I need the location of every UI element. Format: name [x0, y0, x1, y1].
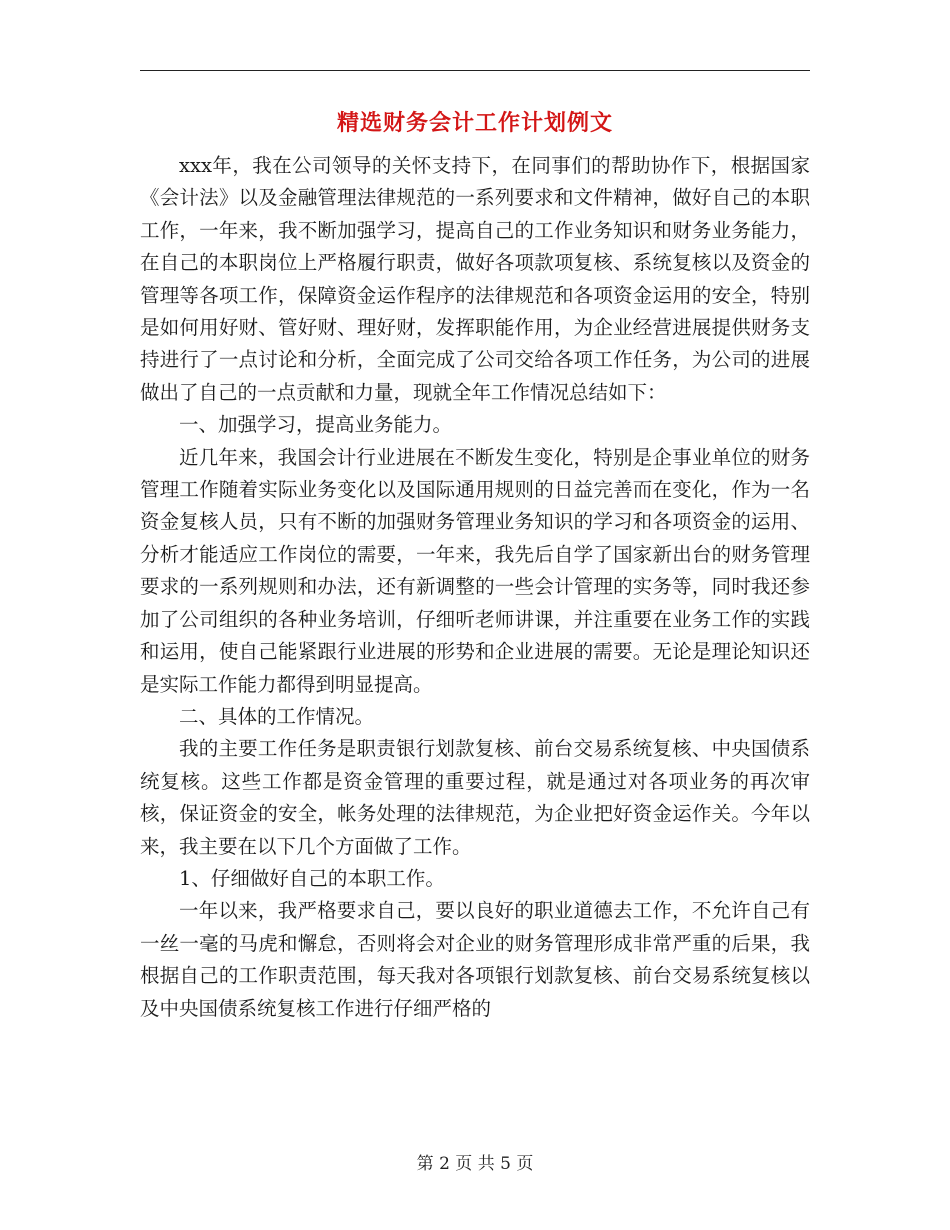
- document-body: [140, 150, 810, 1025]
- paragraph-duties: 我的主要工作任务是职责银行划款复核、前台交易系统复核、中央国债系统复核。这些工作都是资金管理的重要过程，就是通过对各项业务的再次审核，保证资金的安全，帐务处理的法律规范，为企业把好资金运作关。今年以来，我主要在以下几个方面做了工作。: [140, 737, 810, 858]
- header-rule: [140, 70, 810, 71]
- paragraph-learning: 近几年来，我国会计行业进展在不断发生变化，特别是企事业单位的财务管理工作随着实际业务变化以及国际通用规则的日益完善而在变化，作为一名资金复核人员，只有不断的加强财务管理业务知识的学习和各项资金的运用、分析才能适应工作岗位的需要，一年来，我先后自学了国家新出台的财务管理要求的一系列规则和办法，还有新调整的一些会计管理的实务等，同时我还参加了公司组织的各种业务培训，仔细听老师讲课，并注重要在业务工作的实践和运用，使自己能紧跟行业进展的形势和企业进展的需要。无论是理论知识还是实际工作能力都得到明显提高。: [140, 445, 810, 696]
- document-title: 精选财务会计工作计划例文: [336, 110, 613, 136]
- paragraph-intro: xxx年，我在公司领导的关怀支持下，在同事们的帮助协作下，根据国家《会计法》以及金融管理法律规范的一系列要求和文件精神，做好自己的本职工作，一年来，我不断加强学习，提高自己的工作业务知识和财务业务能力，在自己的本职岗位上严格履行职责，做好各项款项复核、系统复核以及资金的管理等各项工作，保障资金运作程序的法律规范和各项资金运用的安全，特别是如何用好财、管好财、理好财，发挥职能作用，为企业经营进展提供财务支持进行了一点讨论和分析，全面完成了公司交给各项工作任务，为公司的进展做出了自己的一点贡献和力量，现就全年工作情况总结如下：: [140, 154, 810, 404]
- section-heading-1: 一、加强学习，提高业务能力。: [179, 413, 453, 437]
- section-heading-2: 二、具体的工作情况。: [179, 704, 375, 728]
- page-footer: 第 2 页 共 5 页: [416, 1154, 534, 1174]
- paragraph-work: 一年以来，我严格要求自己，要以良好的职业道德去工作，不允许自己有一丝一毫的马虎和懈怠，否则将会对企业的财务管理形成非常严重的后果，我根据自己的工作职责范围，每天我对各项银行划款复核、前台交易系统复核以及中央国债系统复核工作进行仔细严格的: [140, 899, 810, 1020]
- subsection-heading-1: 1、仔细做好自己的本职工作。: [179, 866, 445, 890]
